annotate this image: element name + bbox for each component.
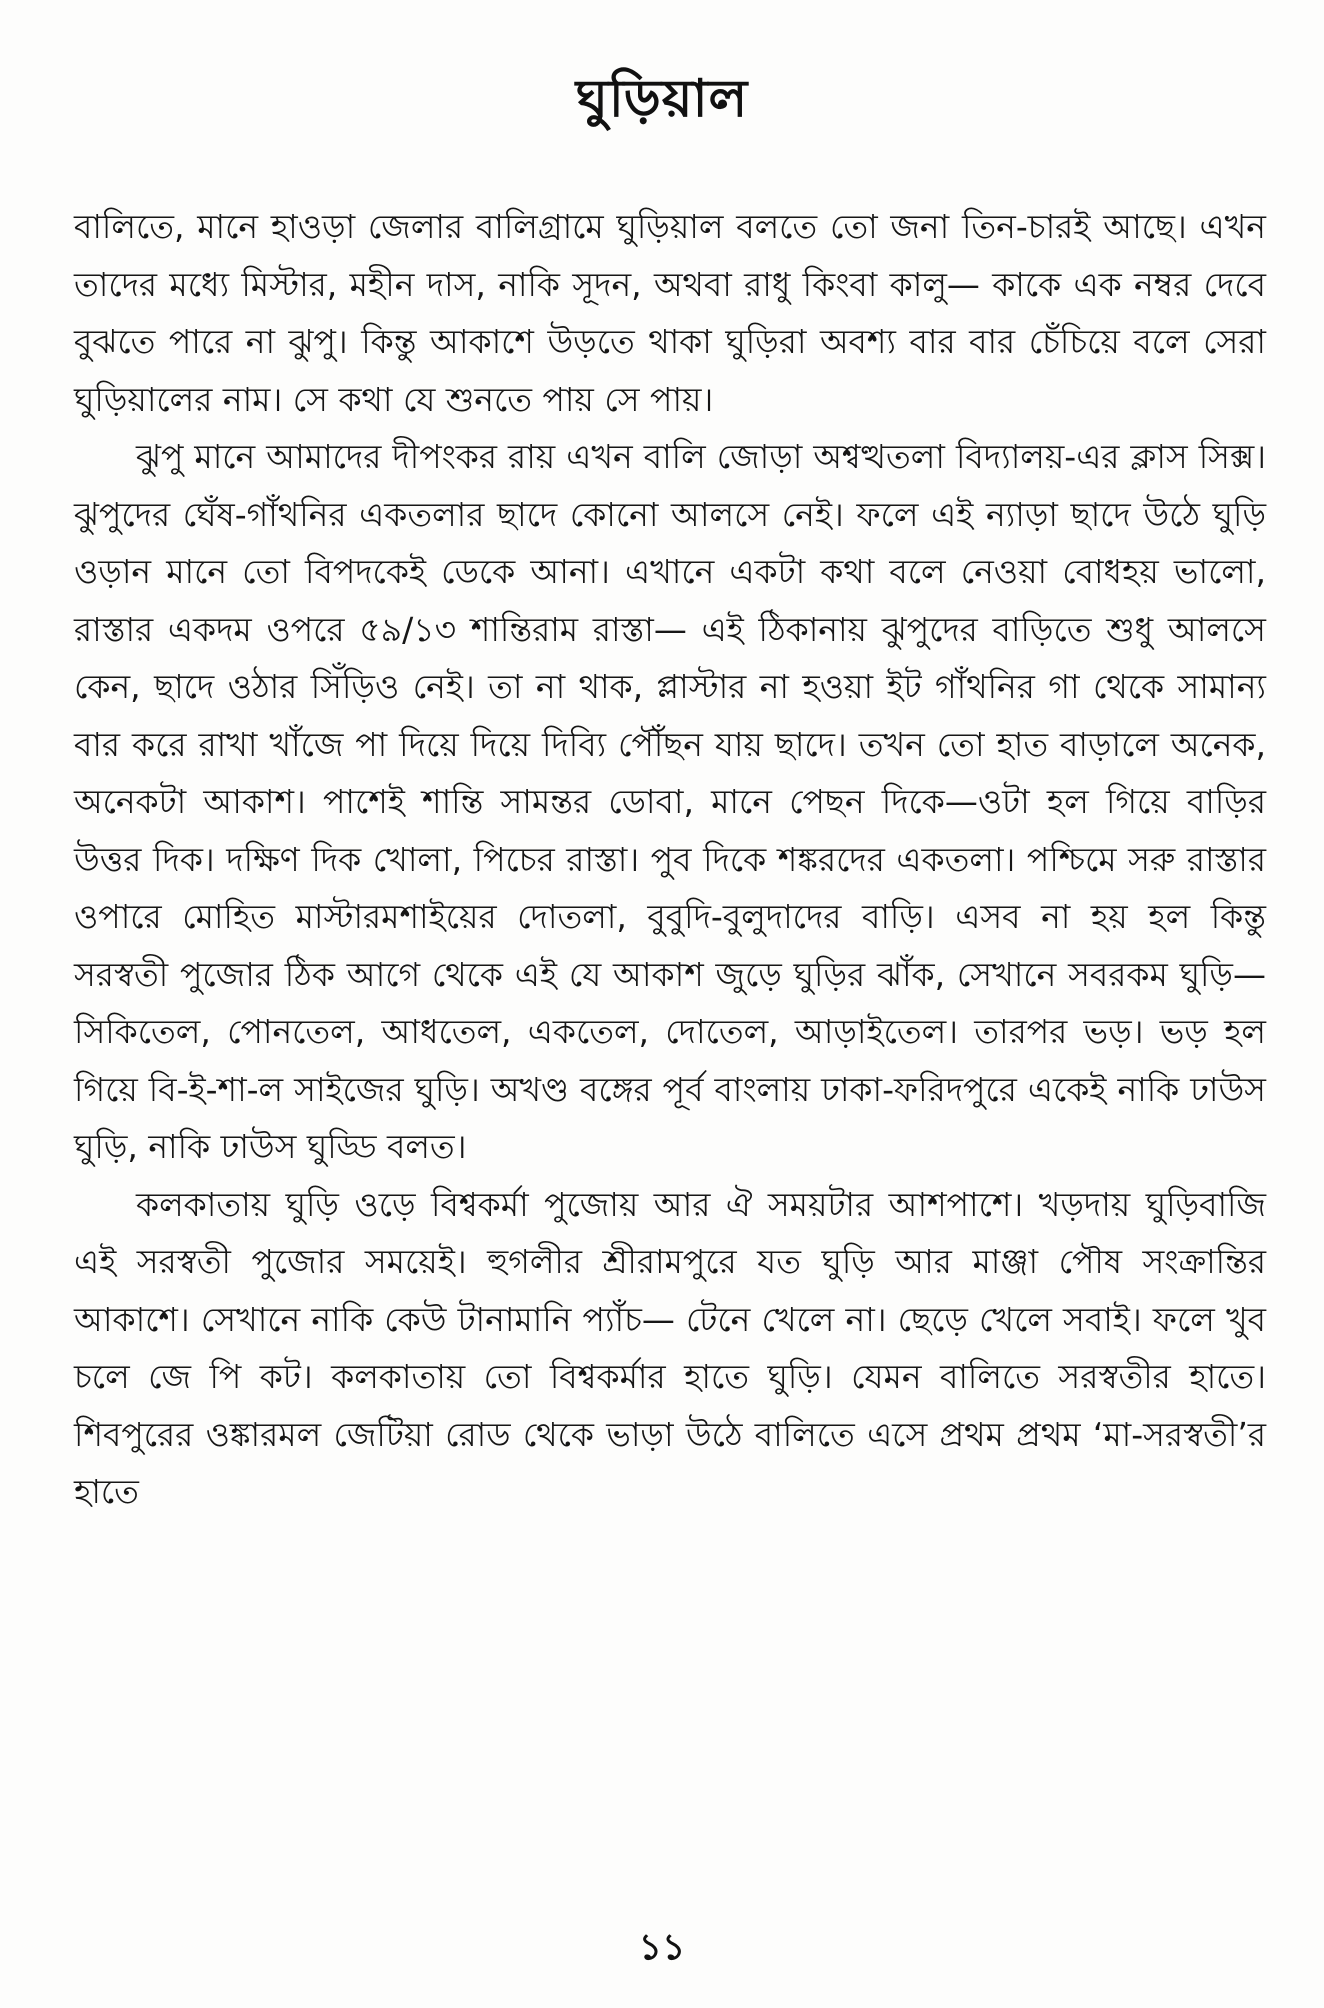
paragraph-3: কলকাতায় ঘুড়ি ওড়ে বিশ্বকর্মা পুজোয় আর ঐ সময়টার আশপাশে। খড়দায় ঘুড়িবাজি এই সরস্বতী পুজোর সময়েই। হুগলীর শ্রীরামপুরে যত ঘুড়ি আর মাঞ্জা পৌষ সংক্রান্তির আকাশে। সেখানে নাকি কেউ টানামানি প্যাঁচ— টেনে খেলে না। ছেড়ে খেলে সবাই। ফলে খুব চলে জে পি কট। কলকাতায় তো বিশ্বকর্মার হাতে ঘুড়ি। যেমন বালিতে সরস্বতীর হাতে। শিবপুরের ওঙ্কারমল জেটিয়া রোড থেকে ভাড়া উঠে বালিতে এসে প্রথম প্রথম ‘মা-সরস্বতী’র হাতে — [74, 1184, 1266, 1511]
chapter-title: ঘুড়িয়াল — [575, 68, 749, 129]
page-number: ১১ — [638, 1927, 686, 1968]
body-text — [74, 198, 1266, 1521]
paragraph-1: বালিতে, মানে হাওড়া জেলার বালিগ্রামে ঘুড়িয়াল বলতে তো জনা তিন-চারই আছে। এখন তাদের মধ্যে মিস্টার, মহীন দাস, নাকি সূদন, অথবা রাধু কিংবা কালু— কাকে এক নম্বর দেবে বুঝতে পারে না ঝুপু। কিন্তু আকাশে উড়তে থাকা ঘুড়িরা অবশ্য বার বার চেঁচিয়ে বলে সেরা ঘুড়িয়ালের নাম। সে কথা যে শুনতে পায় সে পায়। — [74, 207, 1266, 419]
paragraph-2: ঝুপু মানে আমাদের দীপংকর রায় এখন বালি জোড়া অশ্বত্থতলা বিদ্যালয়-এর ক্লাস সিক্স। ঝুপুদের ঘেঁষ-গাঁথনির একতলার ছাদে কোনো আলসে নেই। ফলে এই ন্যাড়া ছাদে উঠে ঘুড়ি ওড়ান মানে তো বিপদকেই ডেকে আনা। এখানে একটা কথা বলে নেওয়া বোধহয় ভালো, রাস্তার একদম ওপরে ৫৯/১৩ শান্তিরাম রাস্তা— এই ঠিকানায় ঝুপুদের বাড়িতে শুধু আলসে কেন, ছাদে ওঠার সিঁড়িও নেই। তা না থাক, প্লাস্টার না হওয়া ইট গাঁথনির গা থেকে সামান্য বার করে রাখা খাঁজে পা দিয়ে দিয়ে দিব্যি পৌঁছন যায় ছাদে। তখন তো হাত বাড়ালে অনেক, অনেকটা আকাশ। পাশেই শান্তি সামন্তর ডোবা, মানে পেছন দিকে—ওটা হল গিয়ে বাড়ির উত্তর দিক। দক্ষিণ দিক খোলা, পিচের রাস্তা। পুব দিকে শঙ্করদের একতলা। পশ্চিমে সরু রাস্তার ওপারে মোহিত মাস্টারমশাইয়ের দোতলা, বুবুদি-বুলুদাদের বাড়ি। এসব না হয় হল কিন্তু সরস্বতী পুজোর ঠিক আগে থেকে এই যে আকাশ জুড়ে ঘুড়ির ঝাঁক, সেখানে সবরকম ঘুড়ি— সিকিতেল, পোনতেল, আধতেল, একতেল, দোতেল, আড়াইতেল। তারপর ভড়। ভড় হল গিয়ে বি-ই-শা-ল সাইজের ঘুড়ি। অখণ্ড বঙ্গের পূর্ব বাংলায় ঢাকা-ফরিদপুরে একেই নাকি ঢাউস ঘুড়ি, নাকি ঢাউস ঘুড্ডি বলত। — [74, 437, 1266, 1166]
